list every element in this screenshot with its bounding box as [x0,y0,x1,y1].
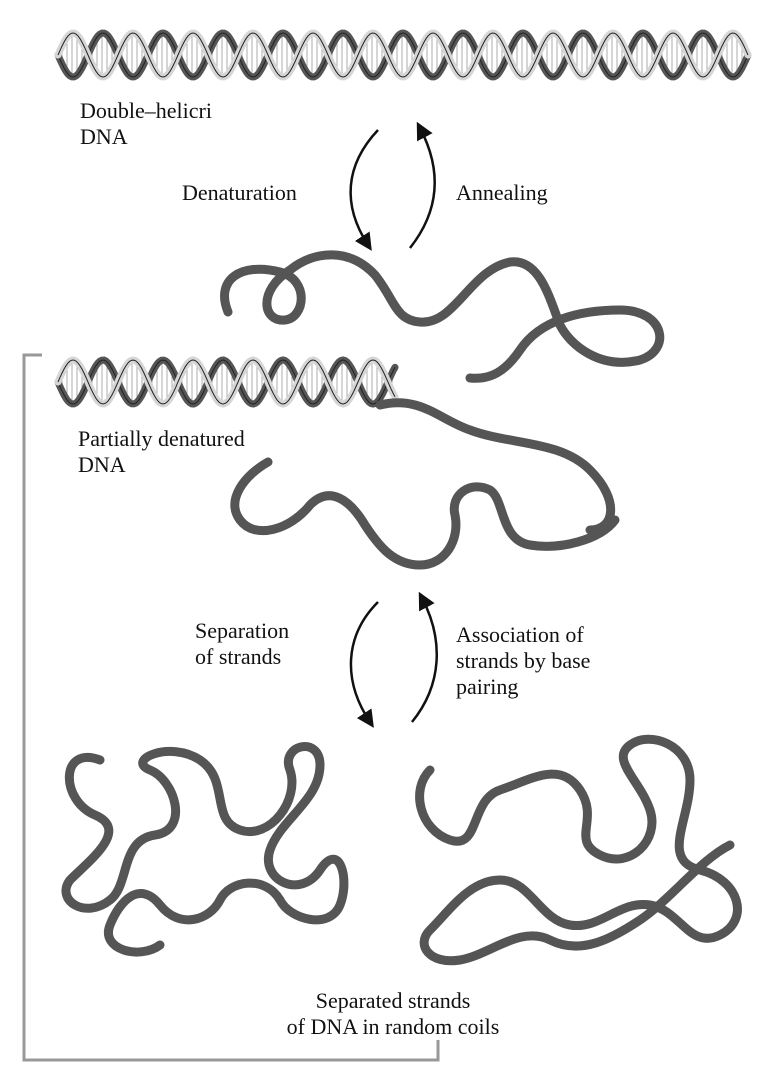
label-association-line2: strands by base [456,648,591,673]
label-association-line1: Association of [456,622,584,647]
helix-strand-outline [58,33,748,77]
label-partially-denatured [78,426,245,478]
label-double-helix-line1: Double–helicri [80,98,212,123]
label-partially-denatured-line1: Partially denatured [78,426,245,451]
label-double-helix-line2: DNA [80,124,128,149]
random-coil-left [66,746,344,952]
helix-strand-outline [58,33,748,77]
label-separation-line2: of strands [195,644,282,669]
label-separated-line1: Separated strands [315,988,471,1013]
single-strand-lower [235,462,615,565]
annealing-arrow [410,128,435,248]
label-double-helix [80,98,212,150]
label-partially-denatured-line2: DNA [78,452,126,477]
denaturation-arrow [351,130,378,245]
label-association [456,622,590,700]
label-annealing: Annealing [456,180,548,205]
label-association-line3: pairing [456,674,519,699]
association-arrow [412,598,437,722]
partially-denatured-helix [58,360,395,404]
label-separated-strands [258,988,528,1040]
random-coil-right [420,739,738,961]
double-helix-dna [58,33,748,77]
label-denaturation: Denaturation [182,180,297,205]
label-separation [195,618,289,670]
helix-strand [58,33,748,77]
separation-arrow [351,602,378,722]
single-strand-right [380,403,611,530]
label-separation-line1: Separation [195,618,290,643]
helix-strand [58,33,748,77]
label-separated-line2: of DNA in random coils [286,1014,500,1039]
